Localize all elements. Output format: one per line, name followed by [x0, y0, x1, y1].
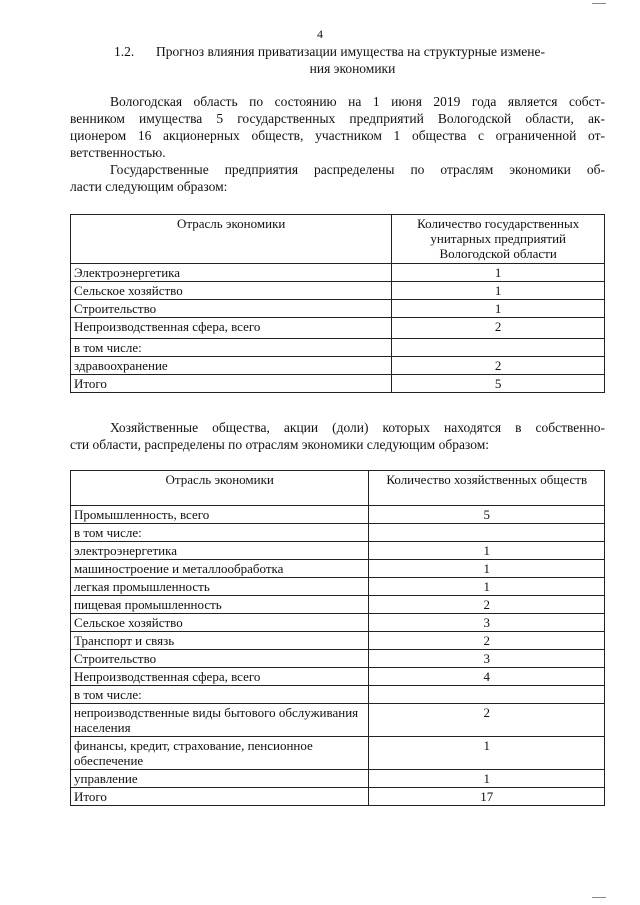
table-row — [71, 357, 605, 375]
row-value: 5 — [369, 506, 605, 524]
header-industry: Отрасль экономики — [71, 471, 369, 506]
table-row — [71, 524, 605, 542]
enterprises-table — [70, 214, 605, 393]
row-label: Сельское хозяйство — [71, 614, 369, 632]
row-label: Электроэнергетика — [71, 264, 392, 282]
row-label: электроэнергетика — [71, 542, 369, 560]
table-row — [71, 737, 605, 770]
row-value: 1 — [369, 737, 605, 770]
paragraph-enterprises-intro — [70, 161, 605, 195]
row-label: Непроизводственная сфера, всего — [71, 318, 392, 339]
paragraph-line: Вологодская область по состоянию на 1 июня 2019 года является собст- — [110, 94, 605, 109]
row-value — [392, 339, 605, 357]
paragraph-line: венником имущества 5 государственных предприятий Вологодской области, ак- — [70, 111, 605, 126]
paragraph-line: ционером 16 акционерных обществ, участником 1 общества с ограниченной от- — [70, 128, 605, 143]
table-row — [71, 282, 605, 300]
table-row — [71, 542, 605, 560]
scan-mark-top — [592, 3, 606, 10]
row-value: 2 — [369, 704, 605, 737]
table-row — [71, 686, 605, 704]
table-row — [71, 560, 605, 578]
paragraph-line: Хозяйственные общества, акции (доли) которых находятся в собственно- — [110, 420, 605, 435]
row-label: здравоохранение — [71, 357, 392, 375]
header-enterprise-count: Количество государственных унитарных предприятий Вологодской области — [392, 215, 605, 264]
table-row — [71, 264, 605, 282]
row-value: 1 — [392, 300, 605, 318]
row-value: 2 — [392, 357, 605, 375]
table-row — [71, 650, 605, 668]
paragraph-companies-intro — [70, 419, 605, 453]
paragraph-ownership — [70, 93, 605, 161]
table-row — [71, 668, 605, 686]
row-label: Строительство — [71, 300, 392, 318]
row-label: в том числе: — [71, 524, 369, 542]
table-row — [71, 614, 605, 632]
row-label: в том числе: — [71, 686, 369, 704]
row-label: пищевая промышленность — [71, 596, 369, 614]
row-label: в том числе: — [71, 339, 392, 357]
row-value: 2 — [369, 632, 605, 650]
paragraph-line: Государственные предприятия распределены по отраслям экономики об- — [110, 162, 605, 177]
table-row — [71, 596, 605, 614]
row-label: Итого — [71, 788, 369, 806]
paragraph-line: ласти следующим образом: — [70, 179, 228, 194]
table-row — [71, 770, 605, 788]
row-label: непроизводственные виды бытового обслуживания населения — [71, 704, 369, 737]
row-value — [369, 686, 605, 704]
row-value: 1 — [369, 560, 605, 578]
table-row — [71, 704, 605, 737]
table-header-row — [71, 215, 605, 264]
row-label: Строительство — [71, 650, 369, 668]
section-title-line-1: Прогноз влияния приватизации имущества на структурные измене- — [156, 44, 545, 59]
row-value: 4 — [369, 668, 605, 686]
table-row — [71, 318, 605, 339]
row-label: финансы, кредит, страхование, пенсионное обеспечение — [71, 737, 369, 770]
row-value: 3 — [369, 614, 605, 632]
row-label: Сельское хозяйство — [71, 282, 392, 300]
table-header-row — [71, 471, 605, 506]
row-value: 2 — [392, 318, 605, 339]
scan-mark-bottom — [592, 897, 606, 904]
header-company-count: Количество хозяйственных обществ — [369, 471, 605, 506]
row-value: 1 — [369, 542, 605, 560]
row-value: 1 — [392, 264, 605, 282]
row-label: управление — [71, 770, 369, 788]
row-label: Итого — [71, 375, 392, 393]
table-row — [71, 788, 605, 806]
section-number: 1.2. — [114, 44, 135, 59]
row-value: 3 — [369, 650, 605, 668]
paragraph-line: ветственностью. — [70, 145, 166, 160]
row-value: 2 — [369, 596, 605, 614]
page-number: 4 — [317, 27, 323, 41]
row-value: 17 — [369, 788, 605, 806]
row-value: 1 — [392, 282, 605, 300]
row-value: 5 — [392, 375, 605, 393]
table-row — [71, 578, 605, 596]
row-label: машиностроение и металлообработка — [71, 560, 369, 578]
companies-table — [70, 470, 605, 806]
row-label: Промышленность, всего — [71, 506, 369, 524]
row-label: Транспорт и связь — [71, 632, 369, 650]
row-value — [369, 524, 605, 542]
header-industry: Отрасль экономики — [71, 215, 392, 264]
row-label: Непроизводственная сфера, всего — [71, 668, 369, 686]
table-row — [71, 339, 605, 357]
row-value: 1 — [369, 770, 605, 788]
section-title-line-2: ния экономики — [309, 61, 396, 76]
table-row — [71, 632, 605, 650]
table-row — [71, 300, 605, 318]
table-row — [71, 375, 605, 393]
row-label: легкая промышленность — [71, 578, 369, 596]
paragraph-line: сти области, распределены по отраслям экономики следующим образом: — [70, 437, 489, 452]
table-row — [71, 506, 605, 524]
row-value: 1 — [369, 578, 605, 596]
